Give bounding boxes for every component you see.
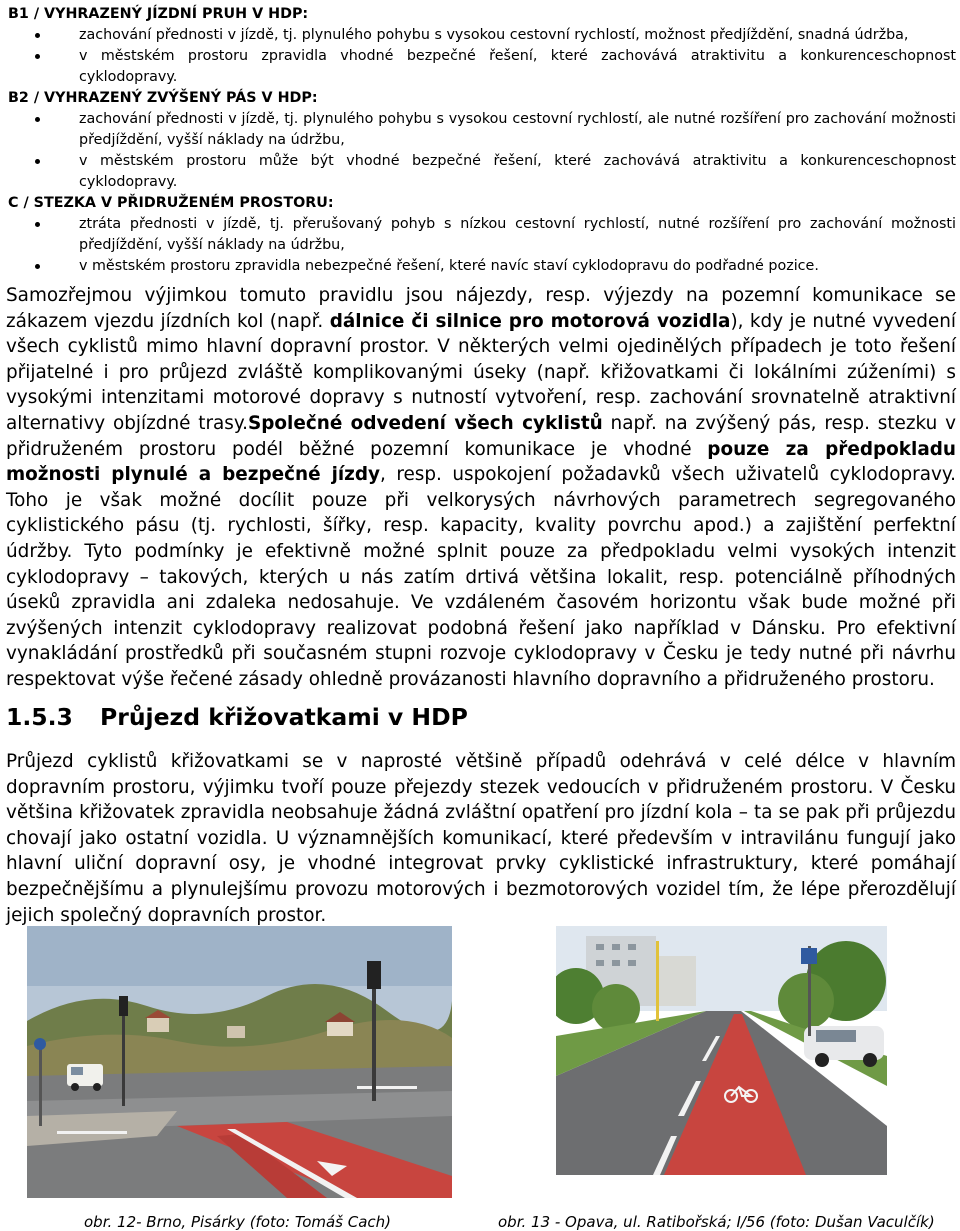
c-list bbox=[8, 214, 956, 277]
section-title: Průjezd křižovatkami v HDP bbox=[100, 703, 468, 731]
text-run: , resp. uspokojení požadavků všech uživatelů cyklodopravy. Toho je však možné docílit pouze při velkorysých návrhových parametrech segregovaného cyklistického pásu (tj. rychlosti, šířky, resp. kapacity, kvality povrchu apod.) a zajištění perfektní údržby. Tyto podmínky je efektivně možné splnit pouze za předpokladu velmi vysokých intenzit cyklodopravy – takových, kterých u nás zatím drtivá většina lokalit, resp. potenciálně příhodných úseků zpravidla ani zdaleka nedosahuje. Ve vzdáleném časovém horizontu však bude možné při zvýšených intenzit cyklodopravy realizovat podobná řešení jako například v Dánsku. Pro efektivní vynakládání prostředků při současném stupni rozvoje cyklodopravy v Česku je tedy nutné při návrhu respektovat výše řečené zásady ohledně provázanosti hlavního dopravního a přidruženého prostoru. bbox=[6, 464, 956, 690]
list-item: v městském prostoru zpravidla nebezpečné řešení, které navíc staví cyklodopravu do podřadné pozice. bbox=[8, 256, 956, 277]
variants-list bbox=[8, 4, 956, 277]
b1-list bbox=[8, 25, 956, 88]
list-item: zachování přednosti v jízdě, tj. plynulého pohybu s vysokou cestovní rychlostí, možnost předjíždění, snadná údržba, bbox=[8, 25, 956, 46]
bold-run: pouze za předpokladu možnosti plynulé a bezpečné jízdy bbox=[6, 438, 956, 486]
list-item: zachování přednosti v jízdě, tj. plynulého pohybu s vysokou cestovní rychlostí, ale nutné rozšíření pro zachování možnosti předjíždění, vyšší náklady na údržbu, bbox=[8, 109, 956, 151]
list-item: v městském prostoru může být vhodné bezpečné řešení, které zachovává atraktivitu a konkurenceschopnost cyklodopravy. bbox=[8, 151, 956, 193]
b2-heading: B2 / VYHRAZENÝ ZVÝŠENÝ PÁS V HDP: bbox=[8, 90, 318, 106]
section-heading bbox=[6, 703, 468, 731]
photo-opava-bike-lane bbox=[556, 926, 887, 1175]
photo-opava-image bbox=[556, 926, 887, 1175]
photo-brno-intersection bbox=[27, 926, 452, 1198]
paragraph-intersections: Průjezd cyklistů křižovatkami se v naprosté většině případů odehrává v celé délce v hlavním dopravním prostoru, výjimku tvoří pouze přejezdy stezek vedoucích v přidruženém prostoru. V Česku většina křižovatek zpravidla neobsahuje žádná zvláštní opatření pro jízdní kola – ta se pak při průjezdu chovají jako ostatní vozidla. U významnějších komunikací, které především v intravilánu fungují jako hlavní uliční dopravní osy, je vhodné integrovat prvky cyklistické infrastruktury, které pomáhají bezpečnějšímu a plynulejšímu provozu motorových i bezmotorových vozidel tím, že lépe přerozdělují jejich společný dopravních prostor. bbox=[6, 751, 956, 926]
list-item: ztráta přednosti v jízdě, tj. přerušovaný pohyb s nízkou cestovní rychlostí, nutné rozšíření pro zachování možnosti předjíždění, vyšší náklady na údržbu, bbox=[8, 214, 956, 256]
text-run: ), kdy je nutné vyvedení všech cyklistů mimo hlavní dopravní prostor. V některých velmi ojedinělých případech je toto řešení přijatelné i pro průjezd zvláště komplikovanými úseky (např. křižovatkami či lokálními zúženími) s vysokými intenzitami motorové dopravy s nutností vytvoření, resp. zachování srovnatelně atraktivní alternativy objízdné trasy. bbox=[6, 310, 956, 434]
section-number: 1.5.3 bbox=[6, 703, 73, 731]
c-heading: C / STEZKA V PŘIDRUŽENÉM PROSTORU: bbox=[8, 195, 334, 211]
bold-run: Společné odvedení všech cyklistů bbox=[248, 412, 603, 434]
b1-heading: B1 / VYHRAZENÝ JÍZDNÍ PRUH V HDP: bbox=[8, 6, 309, 22]
bold-run: dálnice či silnice pro motorová vozidla bbox=[329, 310, 731, 332]
paragraph-exceptions bbox=[6, 283, 956, 693]
list-item: v městském prostoru zpravidla vhodné bezpečné řešení, které zachovává atraktivitu a konkurenceschopnost cyklodopravy. bbox=[8, 46, 956, 88]
caption-photo-12: obr. 12- Brno, Pisárky (foto: Tomáš Cach) bbox=[84, 1213, 392, 1231]
caption-photo-13: obr. 13 - Opava, ul. Ratibořská; I/56 (foto: Dušan Vaculčík) bbox=[498, 1213, 935, 1231]
b2-list bbox=[8, 109, 956, 193]
text-run: např. na zvýšený pás, resp. stezku v přidruženém prostoru podél běžné pozemní komunikace je vhodné bbox=[6, 412, 956, 460]
photo-brno-image bbox=[27, 926, 452, 1198]
text-run: Samozřejmou výjimkou tomuto pravidlu jsou nájezdy, resp. výjezdy na pozemní komunikace se zákazem vjezdu jízdních kol (např. bbox=[6, 285, 956, 332]
